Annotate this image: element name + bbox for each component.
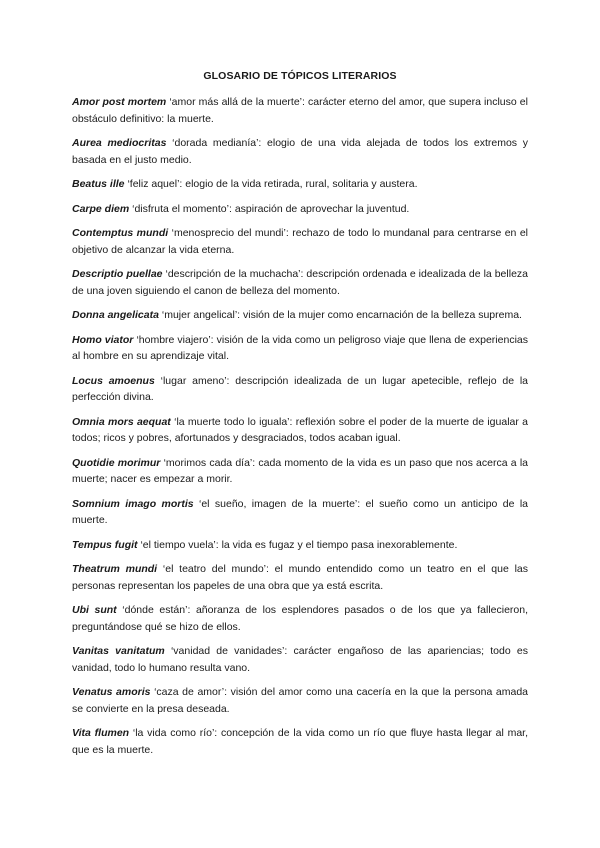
glossary-term: Vita flumen (72, 727, 130, 739)
glossary-definition: ‘morimos cada día’: cada momento de la vida es un paso que nos acerca a la muerte; nacer es empezar a morir. (72, 456, 528, 485)
glossary-definition: ‘el sueño, imagen de la muerte’: el sueño como un anticipo de la muerte. (72, 497, 528, 526)
page-title: GLOSARIO DE TÓPICOS LITERARIOS (203, 70, 397, 82)
glossary-definition: ‘el tiempo vuela’: la vida es fugaz y el tiempo pasa inexorablemente. (140, 538, 458, 551)
glossary-entry (72, 537, 528, 554)
glossary-term: Tempus fugit (72, 538, 138, 551)
glossary-entry (72, 414, 528, 447)
glossary-term: Venatus amoris (72, 686, 151, 698)
glossary-definition: ‘lugar ameno’: descripción idealizada de un lugar apetecible, reflejo de la perfección divina. (72, 374, 529, 403)
glossary-term: Beatus ille (72, 178, 125, 190)
glossary-term: Aurea mediocritas (72, 137, 167, 149)
glossary-term: Carpe diem (72, 202, 130, 215)
glossary-term: Descriptio puellae (72, 268, 163, 280)
document-page (72, 70, 528, 766)
glossary-entry (72, 307, 528, 324)
glossary-definition: ‘amor más allá de la muerte’: carácter eterno del amor, que supera incluso el obstáculo definitivo: la muerte. (72, 96, 528, 125)
glossary-definition: ‘dorada medianía’: elogio de una vida alejada de todos los extremos y basada en el justo medio. (72, 137, 528, 166)
glossary-entry (72, 266, 528, 299)
glossary-entry (72, 725, 528, 758)
glossary-definition: ‘hombre viajero’: visión de la vida como un peligroso viaje que llena de experiencias al hombre en su aprendizaje vital. (72, 333, 528, 362)
glossary-term: Amor post mortem (72, 96, 167, 108)
glossary-definition: ‘vanidad de vanidades’: carácter engañoso de las apariencias; todo es vanidad, todo lo humano resulta vano. (72, 645, 528, 674)
glossary-term: Contemptus mundi (72, 227, 169, 239)
glossary-definition: ‘dónde están’: añoranza de los esplendores pasados o de los que ya fallecieron, preguntándose qué se hizo de ellos. (72, 604, 529, 633)
glossary-definition: ‘menosprecio del mundi’: rechazo de todo lo mundanal para centrarse en el objetivo de alcanzar la vida eterna. (72, 227, 528, 256)
glossary-entry (72, 455, 528, 488)
glossary-definition: ‘descripción de la muchacha’: descripción ordenada e idealizada de la belleza de una joven siguiendo el canon de belleza del momento. (72, 268, 528, 297)
glossary-definition: ‘el teatro del mundo’: el mundo entendido como un teatro en el que las personas representan los papeles de una obra que ya está escrita. (72, 563, 528, 592)
glossary-list (72, 94, 528, 758)
glossary-entry (72, 332, 528, 365)
glossary-term: Omnia mors aequat (72, 415, 171, 428)
glossary-term: Vanitas vanitatum (72, 645, 165, 657)
glossary-entry (72, 684, 528, 717)
glossary-entry (72, 94, 528, 127)
glossary-term: Theatrum mundi (72, 563, 158, 575)
glossary-definition: ‘la muerte todo lo iguala’: reflexión sobre el poder de la muerte de igualar a todos; ricos y pobres, afortunados y desgraciados, todos acaban igual. (72, 415, 529, 444)
glossary-entry (72, 643, 528, 676)
glossary-entry (72, 602, 528, 635)
glossary-definition: ‘disfruta el momento’: aspiración de aprovechar la juventud. (132, 202, 410, 215)
glossary-term: Ubi sunt (72, 604, 117, 616)
glossary-definition: ‘la vida como río’: concepción de la vida como un río que fluye hasta llegar al mar, que es la muerte. (72, 727, 528, 756)
glossary-definition: ‘feliz aquel’: elogio de la vida retirada, rural, solitaria y austera. (127, 178, 418, 190)
glossary-entry (72, 225, 528, 258)
glossary-term: Somnium imago mortis (72, 497, 194, 510)
glossary-entry (72, 135, 528, 168)
glossary-definition: ‘mujer angelical’: visión de la mujer como encarnación de la belleza suprema. (161, 309, 522, 321)
glossary-entry (72, 373, 528, 406)
glossary-definition: ‘caza de amor’: visión del amor como una cacería en la que la persona amada se convierte en la presa deseada. (72, 686, 529, 715)
glossary-entry (72, 561, 528, 594)
glossary-term: Locus amoenus (72, 374, 155, 387)
glossary-entry (72, 176, 528, 193)
glossary-term: Quotidie morimur (72, 456, 161, 469)
glossary-entry (72, 201, 528, 218)
glossary-term: Homo viator (72, 333, 134, 346)
glossary-term: Donna angelicata (72, 309, 159, 321)
glossary-entry (72, 496, 528, 529)
